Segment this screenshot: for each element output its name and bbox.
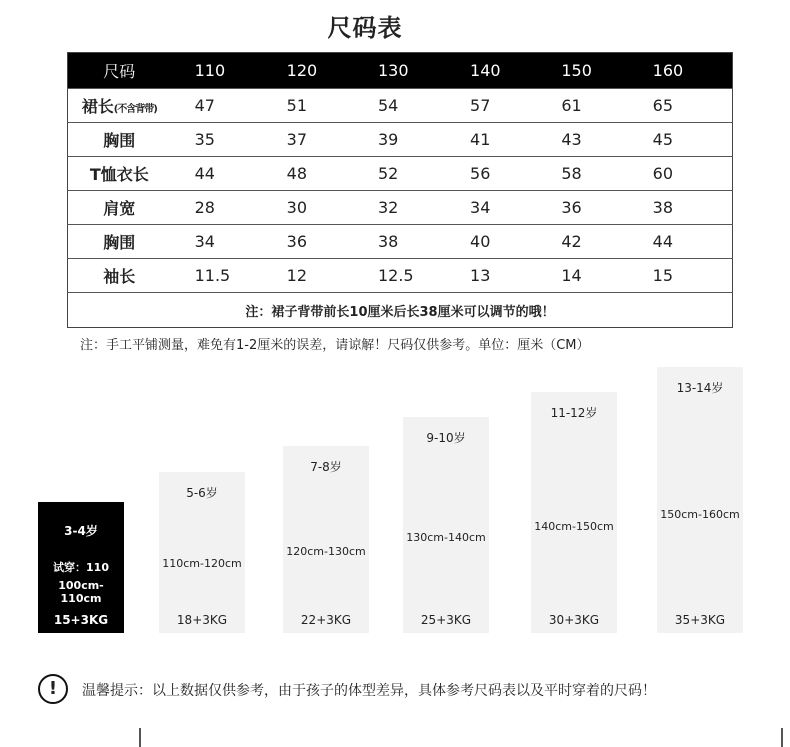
table-cell: 60	[641, 157, 733, 191]
age-label: 3-4岁	[64, 524, 98, 538]
size-header-label: 尺码	[68, 53, 183, 89]
table-cell: 40	[458, 225, 549, 259]
table-cell: 58	[549, 157, 640, 191]
age-label: 5-6岁	[186, 486, 218, 500]
size-column	[159, 472, 245, 633]
table-cell: 30	[275, 191, 366, 225]
height-range-label: 150cm-160cm	[660, 508, 740, 521]
size-header-cell: 110	[183, 53, 275, 89]
table-cell: 32	[366, 191, 458, 225]
table-row	[68, 89, 733, 123]
divider-mark	[781, 728, 783, 747]
table-cell: 44	[183, 157, 275, 191]
size-table	[67, 52, 733, 328]
measurement-note: 注：手工平铺测量，难免有1-2厘米的误差，请谅解！尺码仅供参考。单位：厘米（CM）	[80, 338, 590, 353]
table-cell: 14	[549, 259, 640, 293]
table-cell: 38	[366, 225, 458, 259]
divider-mark	[139, 728, 141, 747]
weight-label: 25+3KG	[420, 613, 472, 627]
row-label-text: 胸围	[103, 131, 136, 150]
row-label-text: 胸围	[103, 233, 136, 252]
size-header-cell: 150	[549, 53, 640, 89]
weight-label: 15+3KG	[53, 613, 109, 627]
age-label: 13-14岁	[676, 381, 724, 395]
table-row	[68, 157, 733, 191]
table-cell: 56	[458, 157, 549, 191]
size-header-row	[68, 53, 733, 89]
age-label: 9-10岁	[426, 431, 466, 445]
size-header-cell: 160	[641, 53, 733, 89]
size-header-cell: 140	[458, 53, 549, 89]
age-label: 11-12岁	[550, 406, 598, 420]
row-label	[68, 157, 183, 191]
table-cell: 28	[183, 191, 275, 225]
exclamation-circle-icon: !	[38, 674, 68, 704]
row-label-text: 肩宽	[103, 199, 136, 218]
table-row	[68, 259, 733, 293]
size-header-cell: 130	[366, 53, 458, 89]
height-range-label: 110cm-120cm	[162, 557, 242, 570]
table-cell: 45	[641, 123, 733, 157]
table-cell: 61	[549, 89, 640, 123]
size-column	[531, 392, 617, 633]
size-column	[283, 446, 369, 633]
table-cell: 57	[458, 89, 549, 123]
table-cell: 52	[366, 157, 458, 191]
weight-label: 35+3KG	[674, 613, 726, 627]
table-cell: 35	[183, 123, 275, 157]
row-label-text: 裙长	[81, 97, 114, 116]
table-note-row	[68, 293, 733, 328]
size-column	[38, 502, 124, 633]
table-note: 注：裙子背带前长10厘米后长38厘米可以调节的哦！	[68, 293, 733, 328]
table-cell: 43	[549, 123, 640, 157]
table-cell: 37	[275, 123, 366, 157]
row-label-sub: (不含背带)	[113, 104, 157, 115]
table-cell: 44	[641, 225, 733, 259]
table-row	[68, 123, 733, 157]
weight-label: 30+3KG	[548, 613, 600, 627]
height-range-label: 130cm-140cm	[406, 531, 486, 544]
row-label-text: T恤衣长	[89, 165, 149, 184]
table-row	[68, 225, 733, 259]
row-label-text: 袖长	[103, 267, 136, 286]
height-range-label: 100cm-110cm	[58, 579, 104, 605]
table-row	[68, 191, 733, 225]
table-cell: 54	[366, 89, 458, 123]
age-label: 7-8岁	[310, 460, 342, 474]
page-title: 尺码表	[327, 14, 403, 42]
table-cell: 12.5	[366, 259, 458, 293]
table-cell: 39	[366, 123, 458, 157]
table-cell: 34	[183, 225, 275, 259]
size-column	[403, 417, 489, 633]
table-cell: 12	[275, 259, 366, 293]
table-cell: 65	[641, 89, 733, 123]
table-cell: 13	[458, 259, 549, 293]
weight-label: 18+3KG	[176, 613, 228, 627]
size-header-cell: 120	[275, 53, 366, 89]
table-cell: 42	[549, 225, 640, 259]
row-label	[68, 191, 183, 225]
table-cell: 47	[183, 89, 275, 123]
row-label	[68, 225, 183, 259]
table-cell: 36	[549, 191, 640, 225]
table-cell: 15	[641, 259, 733, 293]
table-cell: 34	[458, 191, 549, 225]
row-label	[68, 259, 183, 293]
height-range-label: 140cm-150cm	[534, 520, 614, 533]
row-label	[68, 123, 183, 157]
table-cell: 11.5	[183, 259, 275, 293]
table-cell: 41	[458, 123, 549, 157]
weight-label: 22+3KG	[300, 613, 352, 627]
warning-text: 温馨提示：以上数据仅供参考，由于孩子的体型差异，具体参考尺码表以及平时穿着的尺码！	[82, 683, 656, 699]
height-range-label: 120cm-130cm	[286, 545, 366, 558]
table-cell: 51	[275, 89, 366, 123]
row-label	[68, 89, 183, 123]
trial-size-label: 试穿：110	[53, 561, 109, 574]
table-cell: 48	[275, 157, 366, 191]
table-cell: 36	[275, 225, 366, 259]
table-cell: 38	[641, 191, 733, 225]
size-column	[657, 367, 743, 633]
